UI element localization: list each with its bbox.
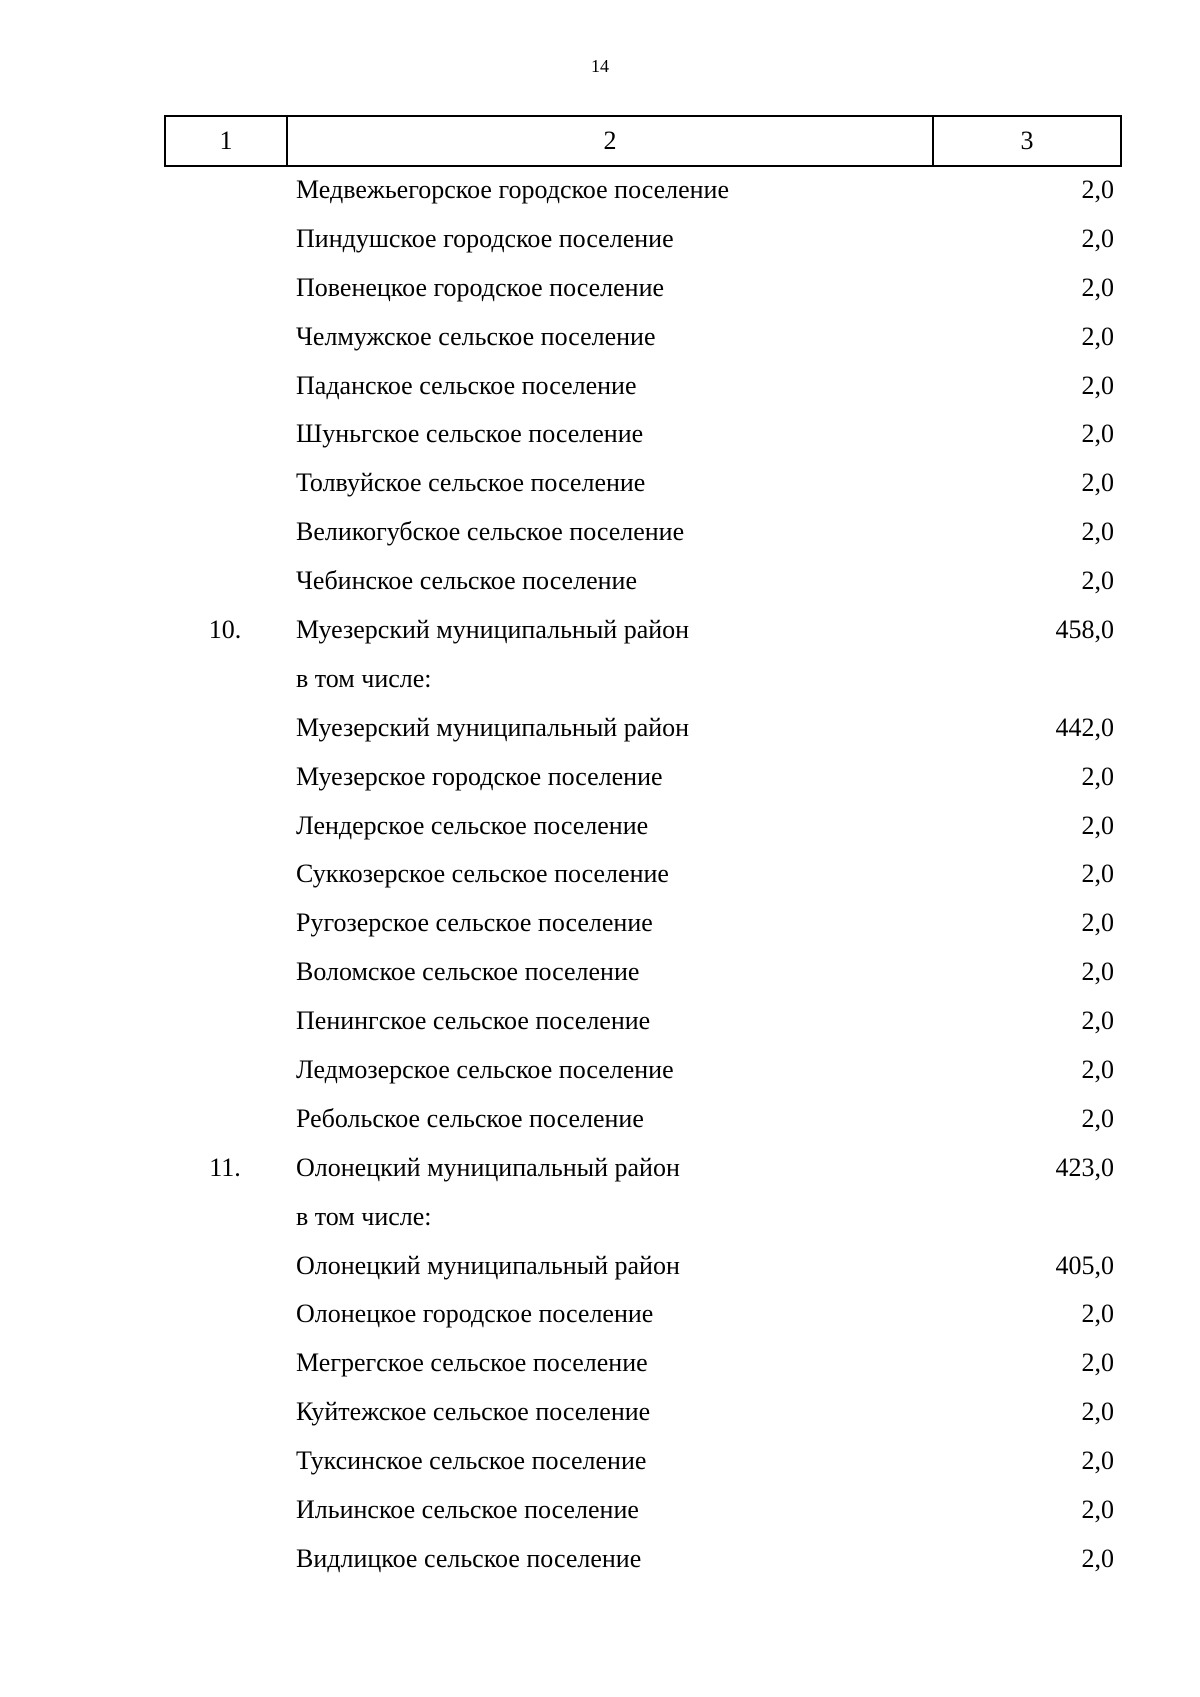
row-name: Чебинское сельское поселение bbox=[296, 566, 637, 596]
row-name: Паданское сельское поселение bbox=[296, 370, 637, 400]
table-row bbox=[0, 1096, 1200, 1145]
row-name: Лендерское сельское поселение bbox=[296, 810, 649, 840]
row-name: Ильинское сельское поселение bbox=[296, 1495, 639, 1525]
row-name: Муезерский муниципальный район bbox=[296, 615, 690, 645]
row-name: Муезерский муниципальный район bbox=[296, 712, 690, 742]
row-value: 2,0 bbox=[1081, 517, 1114, 547]
table-row bbox=[0, 509, 1200, 558]
row-value: 2,0 bbox=[1081, 272, 1114, 302]
page-number: 14 bbox=[591, 56, 609, 76]
table-row bbox=[0, 1389, 1200, 1438]
row-name: Муезерское городское поселение bbox=[296, 761, 663, 791]
row-name: Куйтежское сельское поселение bbox=[296, 1397, 651, 1427]
row-number: 10. bbox=[208, 615, 242, 645]
table-row bbox=[0, 1438, 1200, 1487]
row-value: 2,0 bbox=[1081, 1446, 1114, 1476]
row-value: 2,0 bbox=[1081, 1055, 1114, 1085]
table-row bbox=[0, 1340, 1200, 1389]
row-value: 2,0 bbox=[1081, 1397, 1114, 1427]
table-body bbox=[0, 167, 1200, 1585]
row-value: 2,0 bbox=[1081, 223, 1114, 253]
header-cell-2: 2 bbox=[288, 117, 934, 165]
row-value: 2,0 bbox=[1081, 1103, 1114, 1133]
table-row bbox=[0, 705, 1200, 754]
row-name: Туксинское сельское поселение bbox=[296, 1446, 647, 1476]
row-value: 2,0 bbox=[1081, 761, 1114, 791]
row-name: Ребольское сельское поселение bbox=[296, 1103, 644, 1133]
table-row bbox=[0, 216, 1200, 265]
row-name: Ледмозерское сельское поселение bbox=[296, 1055, 674, 1085]
row-value: 2,0 bbox=[1081, 810, 1114, 840]
header-cell-3: 3 bbox=[1020, 126, 1034, 155]
row-name: Повенецкое городское поселение bbox=[296, 272, 665, 302]
table-row bbox=[0, 411, 1200, 460]
row-name: Шуньгское сельское поселение bbox=[296, 419, 644, 449]
row-name: в том числе: bbox=[296, 663, 432, 693]
row-name: Челмужское сельское поселение bbox=[296, 321, 656, 351]
table-row bbox=[0, 460, 1200, 509]
row-name: Суккозерское сельское поселение bbox=[296, 859, 669, 889]
table-row bbox=[0, 1145, 1200, 1194]
table-row bbox=[0, 363, 1200, 412]
table-row bbox=[0, 1243, 1200, 1292]
row-value: 2,0 bbox=[1081, 1348, 1114, 1378]
row-name: в том числе: bbox=[296, 1201, 432, 1231]
row-name: Толвуйское сельское поселение bbox=[296, 468, 646, 498]
row-value: 2,0 bbox=[1081, 1006, 1114, 1036]
table-row bbox=[0, 1536, 1200, 1585]
row-name: Медвежьегорское городское поселение bbox=[296, 175, 729, 204]
row-value: 2,0 bbox=[1081, 175, 1114, 204]
row-value: 2,0 bbox=[1081, 1543, 1114, 1573]
row-name: Олонецкий муниципальный район bbox=[296, 1152, 680, 1182]
table-row bbox=[0, 949, 1200, 998]
row-name: Видлицкое сельское поселение bbox=[296, 1543, 642, 1573]
row-value: 442,0 bbox=[1055, 712, 1114, 742]
row-value: 458,0 bbox=[1055, 615, 1114, 645]
row-value: 2,0 bbox=[1081, 859, 1114, 889]
table-row bbox=[0, 656, 1200, 705]
table-row bbox=[0, 558, 1200, 607]
row-value: 2,0 bbox=[1081, 908, 1114, 938]
table-row bbox=[0, 1047, 1200, 1096]
table-row bbox=[0, 167, 1200, 216]
row-value: 2,0 bbox=[1081, 1495, 1114, 1525]
row-name: Мегрегское сельское поселение bbox=[296, 1348, 648, 1378]
row-value: 2,0 bbox=[1081, 957, 1114, 987]
table-header bbox=[164, 115, 1122, 167]
row-value: 2,0 bbox=[1081, 1299, 1114, 1329]
table-row bbox=[0, 900, 1200, 949]
row-name: Олонецкое городское поселение bbox=[296, 1299, 654, 1329]
row-value: 2,0 bbox=[1081, 321, 1114, 351]
row-name: Великогубское сельское поселение bbox=[296, 517, 685, 547]
row-name: Ругозерское сельское поселение bbox=[296, 908, 653, 938]
row-value: 2,0 bbox=[1081, 468, 1114, 498]
table-row bbox=[0, 803, 1200, 852]
row-name: Пиндушское городское поселение bbox=[296, 223, 674, 253]
row-value: 423,0 bbox=[1055, 1152, 1114, 1182]
row-value: 405,0 bbox=[1055, 1250, 1114, 1280]
row-name: Воломское сельское поселение bbox=[296, 957, 640, 987]
row-name: Пенингское сельское поселение bbox=[296, 1006, 651, 1036]
row-value: 2,0 bbox=[1081, 419, 1114, 449]
table-row bbox=[0, 1291, 1200, 1340]
header-cell-1: 1 bbox=[166, 117, 288, 165]
table-row bbox=[0, 314, 1200, 363]
row-value: 2,0 bbox=[1081, 566, 1114, 596]
table-row bbox=[0, 998, 1200, 1047]
table-row bbox=[0, 851, 1200, 900]
table-row bbox=[0, 265, 1200, 314]
row-name: Олонецкий муниципальный район bbox=[296, 1250, 680, 1280]
table-row bbox=[0, 1487, 1200, 1536]
table-row bbox=[0, 754, 1200, 803]
table-row bbox=[0, 607, 1200, 656]
table-row bbox=[0, 1194, 1200, 1243]
row-number: 11. bbox=[209, 1152, 241, 1182]
row-value: 2,0 bbox=[1081, 370, 1114, 400]
